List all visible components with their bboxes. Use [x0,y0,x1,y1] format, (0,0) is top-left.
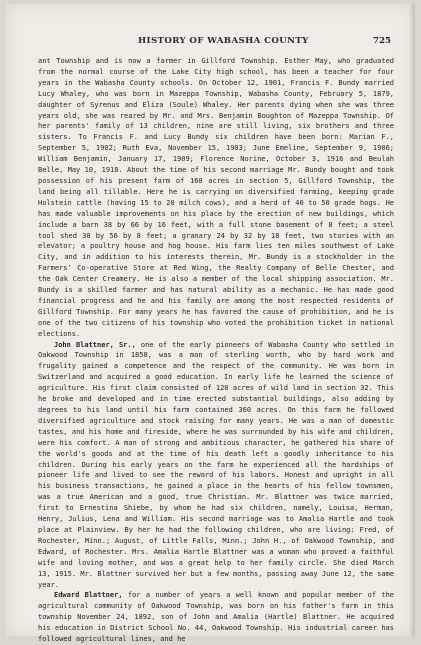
page-header [50,36,391,48]
paragraph-edward-blattner [38,590,394,645]
paragraph-text: ant Township and is now a farmer in Gillford Township. Esther May, who graduated from the normal course of the Lake City high school, has been a teacher for four years in the Wabasha County schools. On October 12, 1901, Francis F. Bundy married Lucy Whaley, who was born in Mazeppa Township, Wabasha County, February 5, 1879, daughter of Syrenus and Eliza (Soule) Whaley. Her parents dying when she was three years old, she was reared by Mr. and Mrs. Benjamin Boughton of Mazeppa Township. Of her parents' family of 13 children, nine are still living, six brothers and three sisters. To Francis F. and Lucy Bundy six children have been born: Marian F., September 5, 1902; Ruth Eva, November 15, 1903; June Emeline, September 9, 1906; William Benjamin, January 17, 1909; Florence Norine, October 3, 1916 and Beulah Belle, May 10, 1918. About the time of his second marriage Mr. Bundy bought and took possession of his present farm of 160 acres in section 5, Gillford Township, the land being all tillable. Here he is carrying on diversified farming, keeping grade Holstein cattle (having 15 to 20 milch cows), and a herd of 40 to 50 grade hogs. He has made valuable improvements on his place by the erection of new buildings, which include a barn 38 by 66 by 16 feet, with a full stone basement of 8 feet; a steel tool shed 30 by 56 by 8 feet; a granary 24 by 32 by 18 feet, two stories with an elevator; a poultry house and hog house. His farm lies ten miles southwest of Lake City, and in addition to his interests therein, Mr. Bundy is a stockholder in the Farmers' Co-operative Store at Red Wing, the Realty Company of Belle Chester, and the Oak Center Creamery. He is also a member of the local shipping association. Mr. Bundy is a skilled farmer and has natural ability as a mechanic. He has made good financial progress and he and his family are among the most respected residents of Gillford Township. For many years he has favored the cause of prohibition, and he is one of the two citizens of his township who voted the prohibition ticket in national elections. [38,57,394,338]
paragraph-text: one of the early pioneers of Wabasha County who settled in Oakwood Township in 1858, was a man of sterling worth, who by hard work and frugality gained a competence and the respect of the community. He was born in Switzerland and acquired a good education. In early life he learned the science of agriculture. His first claim consisted of 120 acres of wild land in section 32. This he broke and developed and in time erected substantial buildings, also adding by degrees to his land until his farm contained 360 acres. On this farm he followed diversified agriculture and stock raising for many years. He was a man of domestic tastes, and his home and fireside, where he was surrounded by his wife and children, were his comfort. A man of strong and ambitious character, he gathered his share of the world's goods and at the time of his death left a goodly inheritance to his children. During his early years on the farm he experienced all the hardships of pioneer life and lived to see the reward of his labors. Honest and upright in all his business transactions, he gained a place in the hearts of his fellow townsmen, was a true American and a good, true Christian. Mr. Blattner was twice married, first to Ernestina Shiebe, by whom he had six children, namely, Louisa, Herman, Henry, Julius, Lena and William. His second marriage was to Amalia Hartle and took place at Plainview. By her he had the following children, who are living: Fred, of Rochester, Minn.; August, of Little Falls, Minn.; John H., of Oakwood Township, and Edward, of Rochester. Mrs. Amalia Hartle Blattner was a woman who proved a faithful wife and loving mother, and was a great help to her family circle. She died March 13, 1915. Mr. Blattner survived her but a few months, passing away June 12, the same year. [38,340,394,589]
paragraph-john-blattner [38,340,394,591]
book-page [6,4,415,644]
page-number: 725 [373,36,391,46]
running-title: HISTORY OF WABASHA COUNTY [138,36,309,46]
paragraph-text: for a number of years a well known and popular member of the agricultural community of Oakwood Township, was born on his father's farm in this township November 24, 1892, son of John and Amalia (Hartle) Blattner. He acquired his education in District School No. 44, Oakwood Township. His industrial career has followed agricultural lines, and he [38,591,395,644]
paragraph-lead-name: Edward Blattner, [54,591,123,600]
paragraph-bundy-continued [38,56,394,340]
paragraph-lead-name: John Blattner, Sr., [54,340,136,349]
body-text [38,56,394,645]
page-edge-shadow [409,4,415,636]
